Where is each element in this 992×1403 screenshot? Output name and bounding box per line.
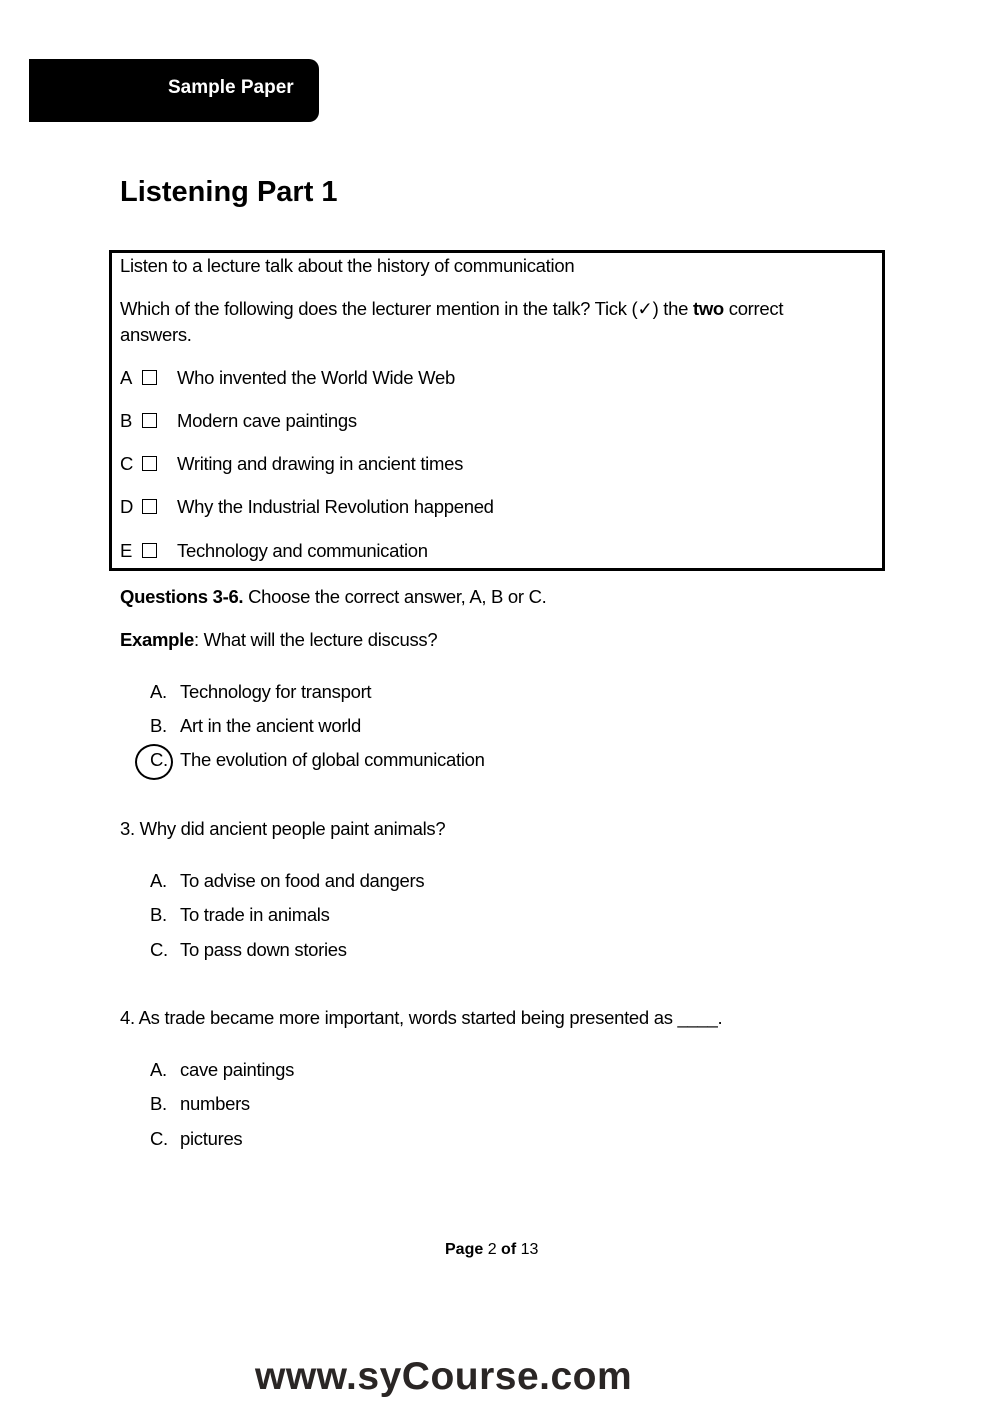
option-letter: C. [150, 939, 168, 960]
option-text: Writing and drawing in ancient times [177, 453, 464, 474]
questions-header [120, 586, 547, 608]
example-option [150, 681, 371, 703]
option-text: Modern cave paintings [177, 410, 357, 431]
page-total: 13 [520, 1241, 539, 1258]
option-text: pictures [180, 1128, 243, 1149]
instruction-text-end: correct [723, 298, 784, 319]
page-number [445, 1241, 538, 1259]
example-label: Example [120, 629, 194, 650]
checkbox-option[interactable] [120, 367, 455, 389]
option-letter: B. [150, 715, 167, 736]
instruction-bold: two [692, 298, 724, 319]
q3-option [150, 939, 347, 961]
checkbox-option[interactable] [120, 410, 357, 432]
question-3: 3. Why did ancient people paint animals? [120, 818, 446, 839]
checkbox-option[interactable] [120, 496, 494, 518]
sample-paper-banner [29, 59, 319, 122]
option-letter: D [120, 496, 134, 517]
box-intro: Listen to a lecture talk about the history of communication [120, 255, 575, 276]
option-letter: A [120, 367, 133, 388]
option-letter: C. [150, 749, 168, 770]
example-option [150, 749, 485, 771]
checkbox-option[interactable] [120, 453, 463, 475]
checkbox-icon[interactable] [142, 413, 157, 428]
q4-option [150, 1093, 250, 1115]
example-text: : What will the lecture discuss? [194, 629, 438, 650]
option-letter: C. [150, 1128, 168, 1149]
page-label: Page [445, 1241, 488, 1258]
option-letter: A. [150, 870, 167, 891]
page-current: 2 [487, 1241, 497, 1258]
q3-option [150, 870, 424, 892]
option-text: Art in the ancient world [180, 715, 361, 736]
box-instruction-line2: answers. [120, 324, 192, 345]
watermark: www.syCourse.com [255, 1355, 633, 1398]
checkbox-option[interactable] [120, 540, 428, 562]
option-letter: B. [150, 1093, 167, 1114]
q4-option [150, 1059, 294, 1081]
q4-option [150, 1128, 242, 1150]
question-4: 4. As trade became more important, words started being presented as ____. [120, 1007, 723, 1028]
option-text: numbers [180, 1093, 250, 1114]
instruction-text: Which of the following does the lecturer mention in the talk? Tick (✓) the [120, 298, 693, 319]
option-letter: A. [150, 681, 167, 702]
checkbox-icon[interactable] [142, 543, 157, 558]
option-text: Why the Industrial Revolution happened [177, 496, 494, 517]
option-letter: C [120, 453, 134, 474]
option-text: Who invented the World Wide Web [177, 367, 455, 388]
option-text: Technology for transport [180, 681, 372, 702]
option-text: cave paintings [180, 1059, 295, 1080]
option-text: To pass down stories [180, 939, 347, 960]
questions-header-text: Choose the correct answer, A, B or C. [243, 586, 547, 607]
option-letter: A. [150, 1059, 167, 1080]
option-text: To trade in animals [180, 904, 330, 925]
example-option [150, 715, 361, 737]
box-instruction [120, 298, 783, 320]
option-letter: B [120, 410, 133, 431]
q3-option [150, 904, 330, 926]
page-title: Listening Part 1 [120, 176, 338, 208]
option-letter: E [120, 540, 133, 561]
example-question [120, 629, 437, 651]
page-of: of [496, 1241, 521, 1258]
option-text: Technology and communication [177, 540, 428, 561]
checkbox-icon[interactable] [142, 456, 157, 471]
checkbox-icon[interactable] [142, 499, 157, 514]
banner-label: Sample Paper [168, 77, 294, 98]
checkbox-icon[interactable] [142, 370, 157, 385]
questions-header-bold: Questions 3-6. [120, 586, 244, 607]
option-letter: B. [150, 904, 167, 925]
option-text: The evolution of global communication [180, 749, 485, 770]
option-text: To advise on food and dangers [180, 870, 425, 891]
